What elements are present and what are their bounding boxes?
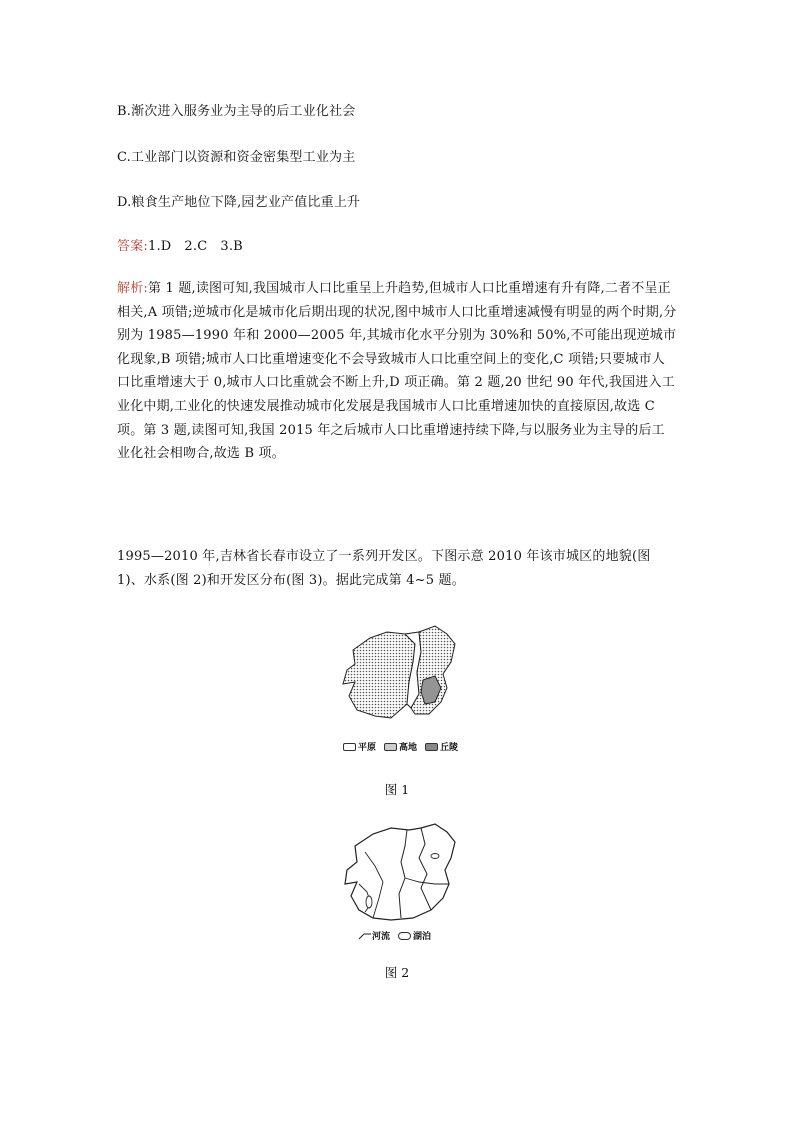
figure-1-landform-map xyxy=(335,622,475,722)
highland-swatch xyxy=(384,743,397,751)
river-symbol-icon xyxy=(358,932,372,940)
hill-swatch xyxy=(425,743,438,751)
analysis-label: 解析: xyxy=(117,281,148,296)
answer-line xyxy=(117,238,243,256)
legend-plain xyxy=(343,740,376,753)
figure-1-caption: 图 1 xyxy=(384,782,410,797)
legend-lake-label: 湖泊 xyxy=(413,932,432,942)
plain-swatch xyxy=(343,743,356,751)
legend-plain-label: 平原 xyxy=(358,743,377,753)
figure-2-caption: 图 2 xyxy=(384,965,410,980)
question-intro: 1995—2010 年,吉林省长春市设立了一系列开发区。下图示意 2010 年该市城区的地貌(图 1)、水系(图 2)和开发区分布(图 3)。据此完成第 4~5 题。 xyxy=(117,549,651,588)
figure-2-water-map xyxy=(335,822,475,922)
legend-lake xyxy=(398,929,431,942)
legend-river-label: 河流 xyxy=(372,932,391,942)
legend-highland-label: 高地 xyxy=(399,743,418,753)
answer-label: 答案: xyxy=(117,239,148,254)
lake-1 xyxy=(366,896,372,908)
analysis-paragraph xyxy=(117,277,677,466)
figure-2-legend xyxy=(358,929,439,942)
figure-1-legend xyxy=(343,740,466,753)
lake-2 xyxy=(431,854,439,859)
legend-river xyxy=(358,929,390,942)
highland-region xyxy=(343,632,415,718)
legend-highland xyxy=(384,740,417,753)
option-d: D.粮食生产地位下降,园艺业产值比重上升 xyxy=(117,195,361,210)
option-c: C.工业部门以资源和资金密集型工业为主 xyxy=(117,150,356,165)
analysis-text: 第 1 题,读图可知,我国城市人口比重呈上升趋势,但城市人口比重增速有升有降,二者不呈正相关,A 项错;逆城市化是城市化后期出现的状况,图中城市人口比重增速减慢有明显的两个时期,分别为 1985—1990 年和 2000—2005 年,其城市化水平分别为 30%和 50%,不可能出现逆城市化现象,B 项错;城市人口比重增速变化不会导致城市人口比重空间上的变化,C 项错;只要城市人口比重增速大于 0,城市人口比重就会不断上升,D 项正确。第 2 题,20 世纪 90 年代,我国进入工业化中期,工业化的快速发展推动城市化发展是我国城市人口比重增速加快的直接原因,故选 C 项。第 3 题,读图可知,我国 2015 年之后城市人口比重增速持续下降,与以服务业为主导的后工业化社会相吻合,故选 B 项。 xyxy=(117,281,677,462)
legend-hill-label: 丘陵 xyxy=(440,743,459,753)
lake-swatch xyxy=(398,932,411,940)
option-b: B.渐次进入服务业为主导的后工业化社会 xyxy=(117,104,356,119)
legend-hill xyxy=(425,740,458,753)
answer-value: 1.D 2.C 3.B xyxy=(147,239,243,254)
